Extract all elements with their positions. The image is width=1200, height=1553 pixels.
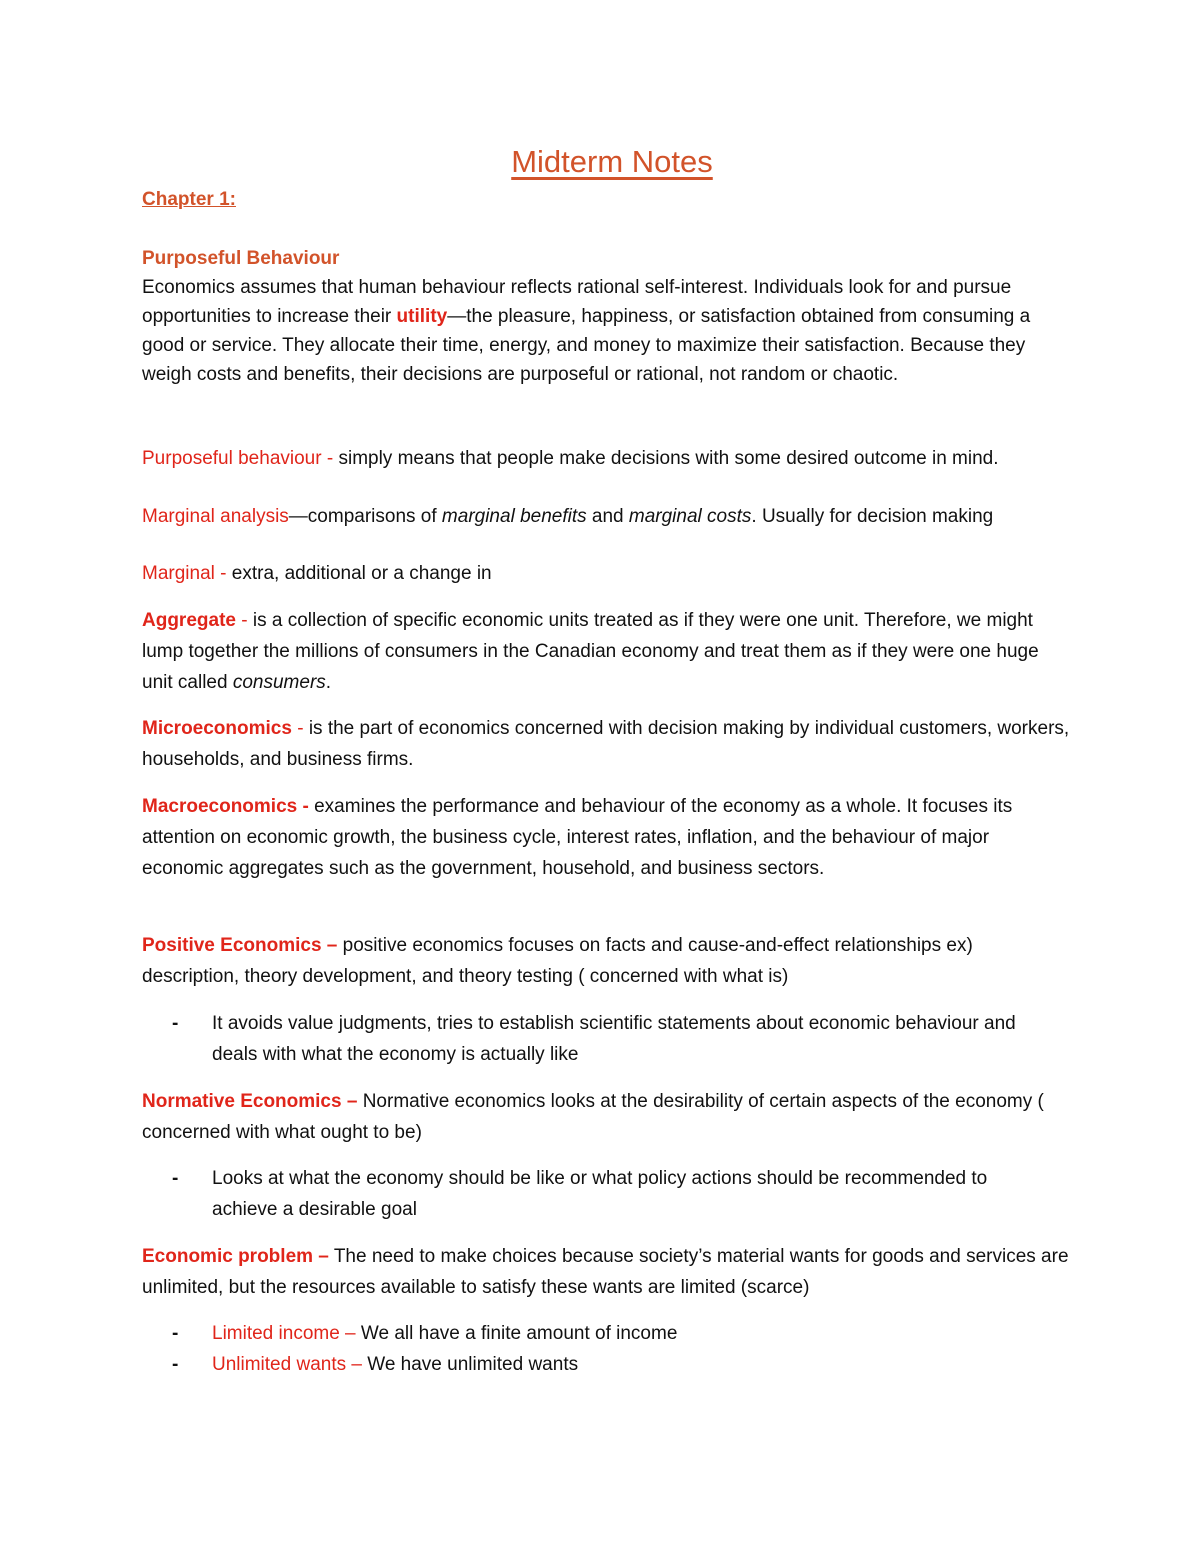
term-label: Macroeconomics - bbox=[142, 796, 309, 817]
emphasis-text: marginal costs bbox=[628, 506, 752, 527]
definition-text: and bbox=[586, 506, 629, 527]
bullet-definition: We all have a finite amount of income bbox=[355, 1323, 678, 1344]
definition-text: examines the performance and behaviour of the economy as a whole. It focuses its attention on economic growth, the business cycle, interest rates, inflation, and the behaviour of major economic aggregates such as the government, household, and business sectors. bbox=[142, 796, 1013, 879]
bullet-dash: - bbox=[172, 1013, 179, 1034]
bullet-definition: We have unlimited wants bbox=[361, 1354, 579, 1375]
list-item bbox=[172, 1008, 1052, 1070]
definition-text: simply means that people make decisions with some desired outcome in mind. bbox=[338, 448, 999, 469]
bullet-text: It avoids value judgments, tries to establish scientific statements about economic behaviour and deals with what the economy is actually like bbox=[212, 1013, 1016, 1065]
bullet-text: Looks at what the economy should be like or what policy actions should be recommended to achieve a desirable goal bbox=[212, 1168, 988, 1220]
definition-text: is the part of economics concerned with decision making by individual customers, workers, households, and business firms. bbox=[142, 718, 1070, 770]
term-label: Purposeful behaviour bbox=[142, 448, 322, 469]
intro-text-rest: —the pleasure, happiness, or satisfaction obtained from consuming a good or service. They allocate their time, energy, and money to maximize their satisfaction. Because they weigh costs and benefits, their decisions are purposeful or rational, not random or chaotic. bbox=[142, 306, 1031, 385]
term-label: Normative Economics – bbox=[142, 1091, 358, 1112]
term-label: Positive Economics – bbox=[142, 935, 338, 956]
intro-paragraph bbox=[142, 244, 1072, 389]
bullet-dash: - bbox=[172, 1168, 179, 1189]
definition-microeconomics bbox=[142, 713, 1072, 775]
term-label: Unlimited wants – bbox=[212, 1354, 362, 1375]
definition-text: Normative economics looks at the desirability of certain aspects of the economy ( concerned with what ought to be) bbox=[142, 1091, 1044, 1143]
emphasis-text: consumers bbox=[232, 672, 326, 693]
definition-normative-economics bbox=[142, 1086, 1072, 1148]
list-item bbox=[172, 1349, 1052, 1380]
bullet-text bbox=[172, 1349, 1052, 1380]
term-separator: - bbox=[214, 563, 232, 584]
chapter-heading: Chapter 1: bbox=[142, 189, 236, 210]
definition-marginal-analysis bbox=[142, 502, 1072, 531]
definition-text: positive economics focuses on facts and cause-and-effect relationships ex) description, theory development, and theory testing ( concerned with what is) bbox=[142, 935, 973, 987]
emphasis-text: marginal benefits bbox=[441, 506, 587, 527]
definition-positive-economics bbox=[142, 930, 1072, 992]
definition-end: . bbox=[325, 672, 332, 693]
term-separator: - bbox=[291, 718, 309, 739]
definition-text: is a collection of specific economic units treated as if they were one unit. Therefore, we might lump together the millions of consumers in the Canadian economy and treat them as if they were one huge unit called bbox=[142, 610, 1039, 693]
bullet-dash: - bbox=[172, 1354, 179, 1375]
definition-macroeconomics bbox=[142, 791, 1072, 884]
definition-purposeful-behaviour bbox=[142, 444, 1072, 473]
term-separator: — bbox=[288, 506, 308, 527]
term-separator: - bbox=[321, 448, 339, 469]
definition-text: comparisons of bbox=[307, 506, 442, 527]
list-item bbox=[172, 1318, 1052, 1349]
term-label: Marginal bbox=[142, 563, 215, 584]
page-title: Midterm Notes bbox=[511, 144, 713, 179]
definition-text: extra, additional or a change in bbox=[231, 563, 492, 584]
utility-term: utility bbox=[396, 306, 448, 327]
section-heading: Purposeful Behaviour bbox=[142, 248, 340, 269]
definition-aggregate bbox=[142, 605, 1072, 698]
definition-economic-problem bbox=[142, 1241, 1072, 1303]
list-item bbox=[172, 1163, 1052, 1225]
term-label: Economic problem – bbox=[142, 1246, 329, 1267]
definition-text: The need to make choices because society’s material wants for goods and services are unlimited, but the resources available to satisfy these wants are limited (scarce) bbox=[142, 1246, 1069, 1298]
term-label: Aggregate bbox=[142, 610, 236, 631]
term-label: Limited income – bbox=[212, 1323, 356, 1344]
definition-text: . Usually for decision making bbox=[751, 506, 994, 527]
term-separator: - bbox=[235, 610, 253, 631]
bullet-dash: - bbox=[172, 1323, 179, 1344]
definition-marginal bbox=[142, 559, 1072, 588]
term-label: Marginal analysis bbox=[142, 506, 289, 527]
bullet-text bbox=[172, 1318, 1052, 1349]
term-label: Microeconomics bbox=[142, 718, 292, 739]
intro-text: Economics assumes that human behaviour reflects rational self-interest. Individuals look for and pursue opportunities to increase their bbox=[142, 277, 1012, 327]
